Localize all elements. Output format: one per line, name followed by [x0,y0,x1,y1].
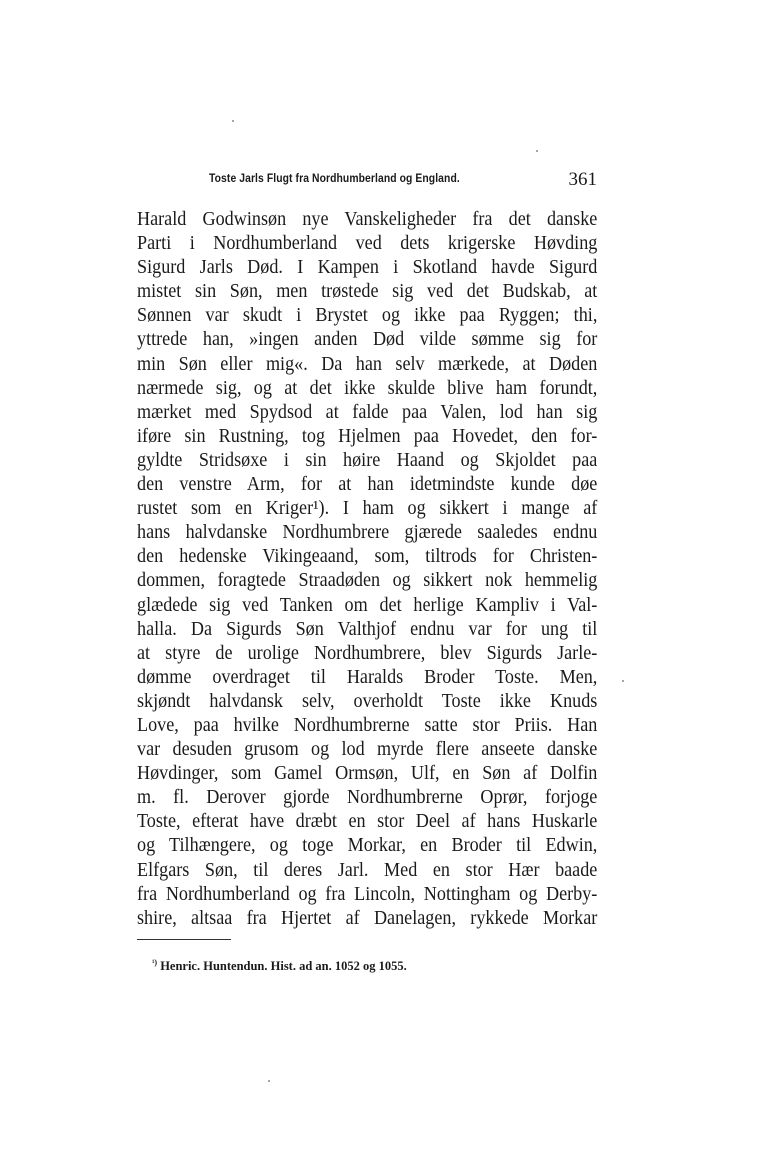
text-line: rustet som en Kriger¹). I ham og sikkert i mange af [137,498,598,520]
text-line: mærket med Spydsod at falde paa Valen, lod han sig [137,401,598,423]
text-line: den hedenske Vikingeaand, som, tiltrods for Christen- [137,546,598,568]
text-line: og Tilhængere, og toge Morkar, en Broder til Edwin, [137,835,598,857]
text-line: glædede sig ved Tanken om det herlige Kampliv i Val- [137,594,598,616]
text-line: Love, paa hvilke Nordhumbrerne satte stor Priis. Han [137,714,598,736]
text-line: mistet sin Søn, men trøstede sig ved det Budskab, at [137,281,598,303]
text-line: Parti i Nordhumberland ved dets krigerske Høvding [137,233,598,255]
text-line: iføre sin Rustning, tog Hjelmen paa Hovedet, den for- [137,425,598,447]
text-line: dømme overdraget til Haralds Broder Toste. Men, [137,666,598,688]
footnote [152,958,407,974]
paper-speck [622,680,624,682]
text-line: at styre de urolige Nordhumbrere, blev Sigurds Jarle- [137,642,598,664]
paper-speck [232,120,234,122]
text-line: gyldte Stridsøxe i sin høire Haand og Skjoldet paa [137,449,598,471]
text-line: Toste, efterat have dræbt en stor Deel af hans Huskarle [137,811,598,833]
text-line: min Søn eller mig«. Da han selv mærkede, at Døden [137,353,598,375]
text-line: den venstre Arm, for at han idetmindste kunde døe [137,474,598,496]
text-line: var desuden grusom og lod myrde flere anseete danske [137,739,598,761]
body-text [137,208,597,931]
paper-speck [536,150,538,152]
footnote-marker: ¹) [152,958,158,967]
text-line: shire, altsaa fra Hjertet af Danelagen, rykkede Morkar [137,907,598,929]
text-line: Elfgars Søn, til deres Jarl. Med en stor Hær baade [137,859,598,881]
running-title: Toste Jarls Flugt fra Nordhumberland og England. [209,173,460,185]
text-line: Høvdinger, som Gamel Ormsøn, Ulf, en Søn af Dolfin [137,763,598,785]
footnote-rule [137,939,231,940]
text-line: nærmede sig, og at det ikke skulde blive ham forundt, [137,377,598,399]
text-line: Sigurd Jarls Død. I Kampen i Skotland havde Sigurd [137,257,598,279]
paper-speck [268,1080,270,1082]
text-line: hans halvdanske Nordhumbrere gjærede saaledes endnu [137,522,598,544]
footnote-text: Henric. Huntendun. Hist. ad an. 1052 og 1055. [160,959,407,974]
text-line: skjøndt halvdansk selv, overholdt Toste ikke Knuds [137,690,598,712]
text-line: yttrede han, »ingen anden Død vilde sømme sig for [137,329,598,351]
text-line: Sønnen var skudt i Brystet og ikke paa Ryggen; thi, [137,305,598,327]
text-line: dommen, foragtede Straadøden og sikkert nok hemmelig [137,570,598,592]
page-number: 361 [568,169,597,190]
running-header [137,169,597,195]
text-line: halla. Da Sigurds Søn Valthjof endnu var for ung til [137,618,598,640]
text-line: fra Nordhumberland og fra Lincoln, Nottingham og Derby- [137,883,598,905]
text-line: m. fl. Derover gjorde Nordhumbrerne Oprør, forjoge [137,787,598,809]
text-line: Harald Godwinsøn nye Vanskeligheder fra det danske [137,209,598,230]
